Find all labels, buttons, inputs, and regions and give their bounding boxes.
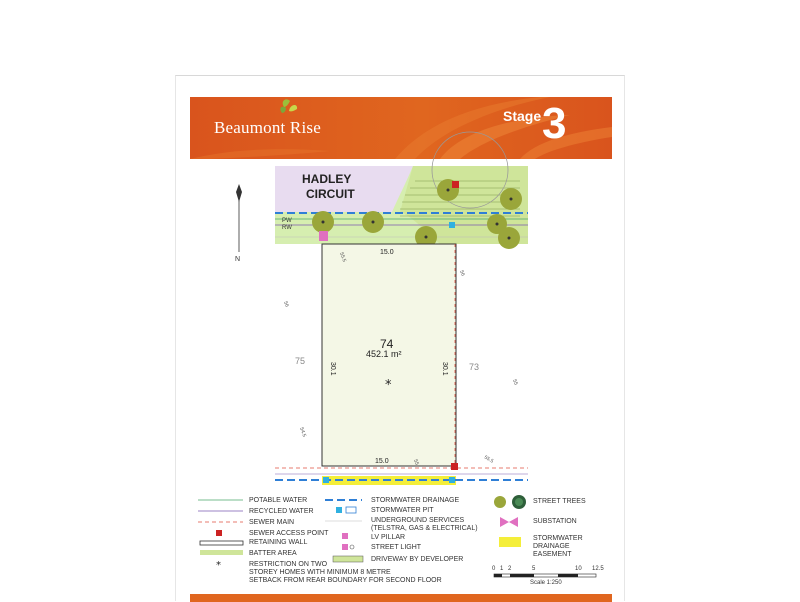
scale-tick: 1: [500, 566, 504, 572]
level-label: 56: [282, 300, 290, 308]
neighbour-lot-73: 73: [469, 362, 480, 372]
sewer-access-point-icon: [451, 463, 458, 470]
north-label: N: [235, 256, 241, 263]
legend-batter-area: BATTER AREA: [249, 550, 297, 557]
stormwater-pit-icon: [449, 477, 455, 483]
legend-lv-pillar: LV PILLAR: [371, 534, 406, 541]
legend-driveway: DRIVEWAY BY DEVELOPER: [371, 556, 464, 563]
level-label: 55.5: [483, 454, 495, 465]
sewer-access-point-icon: [452, 181, 459, 188]
rear-dimension: 15.0: [375, 458, 389, 465]
level-label: 55: [511, 378, 519, 386]
stormwater-pit-icon: [449, 222, 455, 228]
scale-tick: 10: [575, 566, 582, 572]
street-name-line1: HADLEY: [302, 172, 352, 186]
scale-label: Scale 1:250: [530, 580, 562, 586]
level-label: 54.5: [298, 426, 308, 438]
legend-sewer-main: SEWER MAIN: [249, 519, 295, 526]
rw-code: RW: [282, 225, 292, 231]
neighbour-lot-75: 75: [295, 356, 306, 366]
legend-symbols: [198, 495, 526, 571]
scale-tick: 12.5: [592, 566, 604, 572]
legend-drainage-easement: STORMWATER DRAINAGE EASEMENT: [533, 535, 583, 558]
legend-sewer-access-point: SEWER ACCESS POINT: [249, 530, 329, 537]
scale-tick: 5: [532, 566, 536, 572]
street-name-line2: CIRCUIT: [306, 187, 355, 201]
legend-stormwater-pit: STORMWATER PIT: [371, 507, 434, 514]
stage-label: Stage: [503, 108, 542, 124]
legend-restriction: RESTRICTION ON TWO STOREY HOMES WITH MINIMUM 8 METRE SETBACK FROM REAR BOUNDARY FOR SECOND FLOOR: [249, 561, 442, 584]
depth-left: 30.1: [329, 362, 336, 376]
legend-street-light: STREET LIGHT: [371, 544, 422, 551]
legend-potable-water: POTABLE WATER: [249, 497, 308, 504]
restriction-star-icon: *: [385, 378, 392, 393]
frontage-dimension: 15.0: [380, 249, 394, 256]
stormwater-pit-icon: [323, 477, 329, 483]
level-label: 56: [458, 269, 466, 277]
lot-area: 452.1 m²: [366, 349, 402, 359]
pw-code: PW: [282, 218, 292, 224]
legend-street-trees: STREET TREES: [533, 498, 586, 505]
brand-logo-text: Beaumont Rise: [214, 118, 321, 137]
scale-bar: [494, 574, 596, 577]
bottom-strip: [190, 594, 612, 602]
svg-text:*: *: [216, 560, 221, 571]
legend-stormwater-drainage: STORMWATER DRAINAGE: [371, 497, 460, 504]
legend-substation: SUBSTATION: [533, 518, 577, 525]
lot-number: 74: [380, 337, 394, 351]
scale-tick: 0: [492, 566, 496, 572]
legend-underground-services: UNDERGROUND SERVICES (TELSTRA, GAS & ELECTRICAL): [371, 517, 478, 532]
lv-pillar-icon: [319, 231, 328, 241]
stage-number: 3: [542, 99, 567, 148]
legend-recycled-water: RECYCLED WATER: [249, 508, 314, 515]
level-label: 55.5: [338, 251, 348, 263]
scale-tick: 2: [508, 566, 512, 572]
level-label: 55: [412, 458, 420, 466]
north-arrow-icon: [236, 184, 242, 252]
depth-right: 30.1: [441, 362, 448, 376]
legend-retaining-wall: RETAINING WALL: [249, 539, 308, 546]
